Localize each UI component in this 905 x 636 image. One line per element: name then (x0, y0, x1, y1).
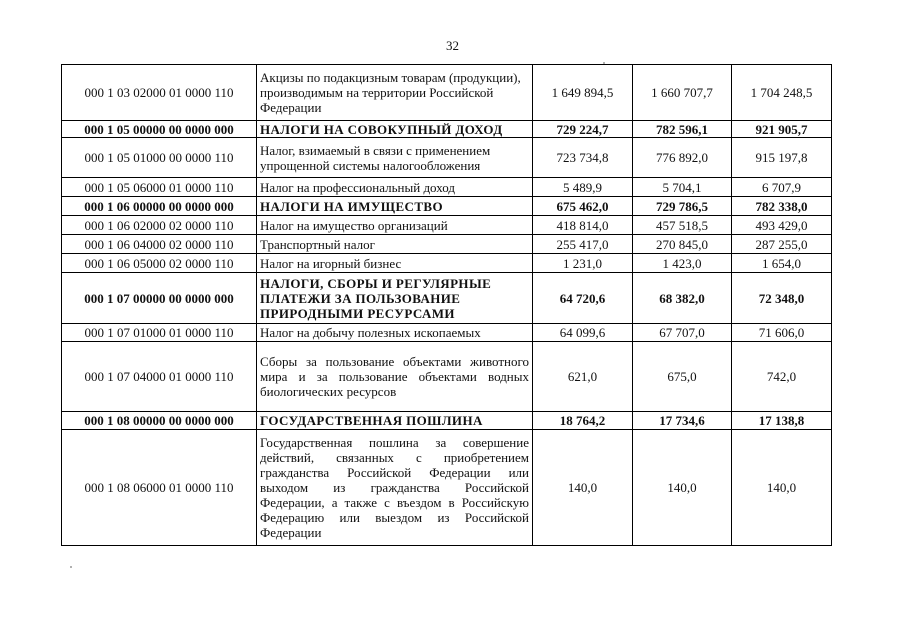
value-year-1: 140,0 (533, 430, 633, 546)
budget-code: 000 1 06 02000 02 0000 110 (62, 216, 257, 235)
value-year-3: 493 429,0 (732, 216, 832, 235)
value-year-1: 729 224,7 (533, 121, 633, 138)
value-year-2: 140,0 (633, 430, 732, 546)
value-year-3: 140,0 (732, 430, 832, 546)
table-row (62, 324, 832, 342)
value-year-1: 675 462,0 (533, 197, 633, 216)
value-year-3: 287 255,0 (732, 235, 832, 254)
value-year-1: 723 734,8 (533, 138, 633, 178)
revenue-name: Транспортный налог (257, 235, 533, 254)
revenue-name: Налог, взимаемый в связи с применением упрощенной системы налогообложения (257, 138, 533, 178)
value-year-1: 418 814,0 (533, 216, 633, 235)
budget-code: 000 1 06 04000 02 0000 110 (62, 235, 257, 254)
table-row (62, 216, 832, 235)
revenue-name: НАЛОГИ, СБОРЫ И РЕГУЛЯРНЫЕ ПЛАТЕЖИ ЗА ПОЛЬЗОВАНИЕ ПРИРОДНЫМИ РЕСУРСАМИ (257, 273, 533, 324)
budget-code: 000 1 05 01000 00 0000 110 (62, 138, 257, 178)
revenue-table (61, 64, 832, 546)
budget-code: 000 1 07 01000 01 0000 110 (62, 324, 257, 342)
value-year-1: 621,0 (533, 342, 633, 412)
value-year-1: 64 099,6 (533, 324, 633, 342)
value-year-1: 1 231,0 (533, 254, 633, 273)
table-row-total (62, 197, 832, 216)
revenue-name: НАЛОГИ НА ИМУЩЕСТВО (257, 197, 533, 216)
table-row (62, 254, 832, 273)
value-year-3: 17 138,8 (732, 412, 832, 430)
value-year-3: 782 338,0 (732, 197, 832, 216)
value-year-2: 776 892,0 (633, 138, 732, 178)
revenue-name: Сборы за пользование объектами животного мира и за пользование объектами водных биологических ресурсов (257, 342, 533, 412)
budget-code: 000 1 05 00000 00 0000 000 (62, 121, 257, 138)
revenue-name: ГОСУДАРСТВЕННАЯ ПОШЛИНА (257, 412, 533, 430)
table-row-total (62, 412, 832, 430)
budget-code: 000 1 05 06000 01 0000 110 (62, 178, 257, 197)
budget-code: 000 1 08 00000 00 0000 000 (62, 412, 257, 430)
table-row (62, 430, 832, 546)
value-year-2: 5 704,1 (633, 178, 732, 197)
value-year-1: 255 417,0 (533, 235, 633, 254)
value-year-1: 5 489,9 (533, 178, 633, 197)
revenue-name: Государственная пошлина за совершение действий, связанных с приобретением гражданства Российской Федерации или выходом из гражданства Российской Федерации, а также с въездом в Российскую Федерацию или выездом из Российской Федерации (257, 430, 533, 546)
revenue-name: Налог на добычу полезных ископаемых (257, 324, 533, 342)
table-row (62, 178, 832, 197)
value-year-3: 915 197,8 (732, 138, 832, 178)
revenue-name: Налог на игорный бизнес (257, 254, 533, 273)
table-row-total (62, 273, 832, 324)
budget-code: 000 1 06 05000 02 0000 110 (62, 254, 257, 273)
value-year-1: 64 720,6 (533, 273, 633, 324)
page-number: 32 (446, 38, 459, 53)
value-year-3: 1 654,0 (732, 254, 832, 273)
value-year-2: 270 845,0 (633, 235, 732, 254)
value-year-1: 1 649 894,5 (533, 65, 633, 121)
budget-code: 000 1 06 00000 00 0000 000 (62, 197, 257, 216)
value-year-2: 675,0 (633, 342, 732, 412)
value-year-3: 921 905,7 (732, 121, 832, 138)
budget-code: 000 1 08 06000 01 0000 110 (62, 430, 257, 546)
revenue-name: НАЛОГИ НА СОВОКУПНЫЙ ДОХОД (257, 121, 533, 138)
value-year-1: 18 764,2 (533, 412, 633, 430)
value-year-3: 742,0 (732, 342, 832, 412)
value-year-3: 71 606,0 (732, 324, 832, 342)
table-row-total (62, 121, 832, 138)
value-year-2: 1 423,0 (633, 254, 732, 273)
value-year-2: 457 518,5 (633, 216, 732, 235)
value-year-2: 67 707,0 (633, 324, 732, 342)
value-year-2: 68 382,0 (633, 273, 732, 324)
table-row (62, 138, 832, 178)
budget-code: 000 1 03 02000 01 0000 110 (62, 65, 257, 121)
table-row (62, 235, 832, 254)
scan-speck (603, 62, 605, 64)
value-year-2: 782 596,1 (633, 121, 732, 138)
revenue-name: Налог на имущество организаций (257, 216, 533, 235)
value-year-2: 1 660 707,7 (633, 65, 732, 121)
value-year-3: 6 707,9 (732, 178, 832, 197)
scan-speck (70, 566, 72, 568)
budget-code: 000 1 07 00000 00 0000 000 (62, 273, 257, 324)
table-row (62, 342, 832, 412)
value-year-3: 72 348,0 (732, 273, 832, 324)
revenue-name: Налог на профессиональный доход (257, 178, 533, 197)
value-year-2: 729 786,5 (633, 197, 732, 216)
budget-code: 000 1 07 04000 01 0000 110 (62, 342, 257, 412)
revenue-name: Акцизы по подакцизным товарам (продукции), производимым на территории Российской Федерации (257, 65, 533, 121)
value-year-3: 1 704 248,5 (732, 65, 832, 121)
table-row (62, 65, 832, 121)
value-year-2: 17 734,6 (633, 412, 732, 430)
